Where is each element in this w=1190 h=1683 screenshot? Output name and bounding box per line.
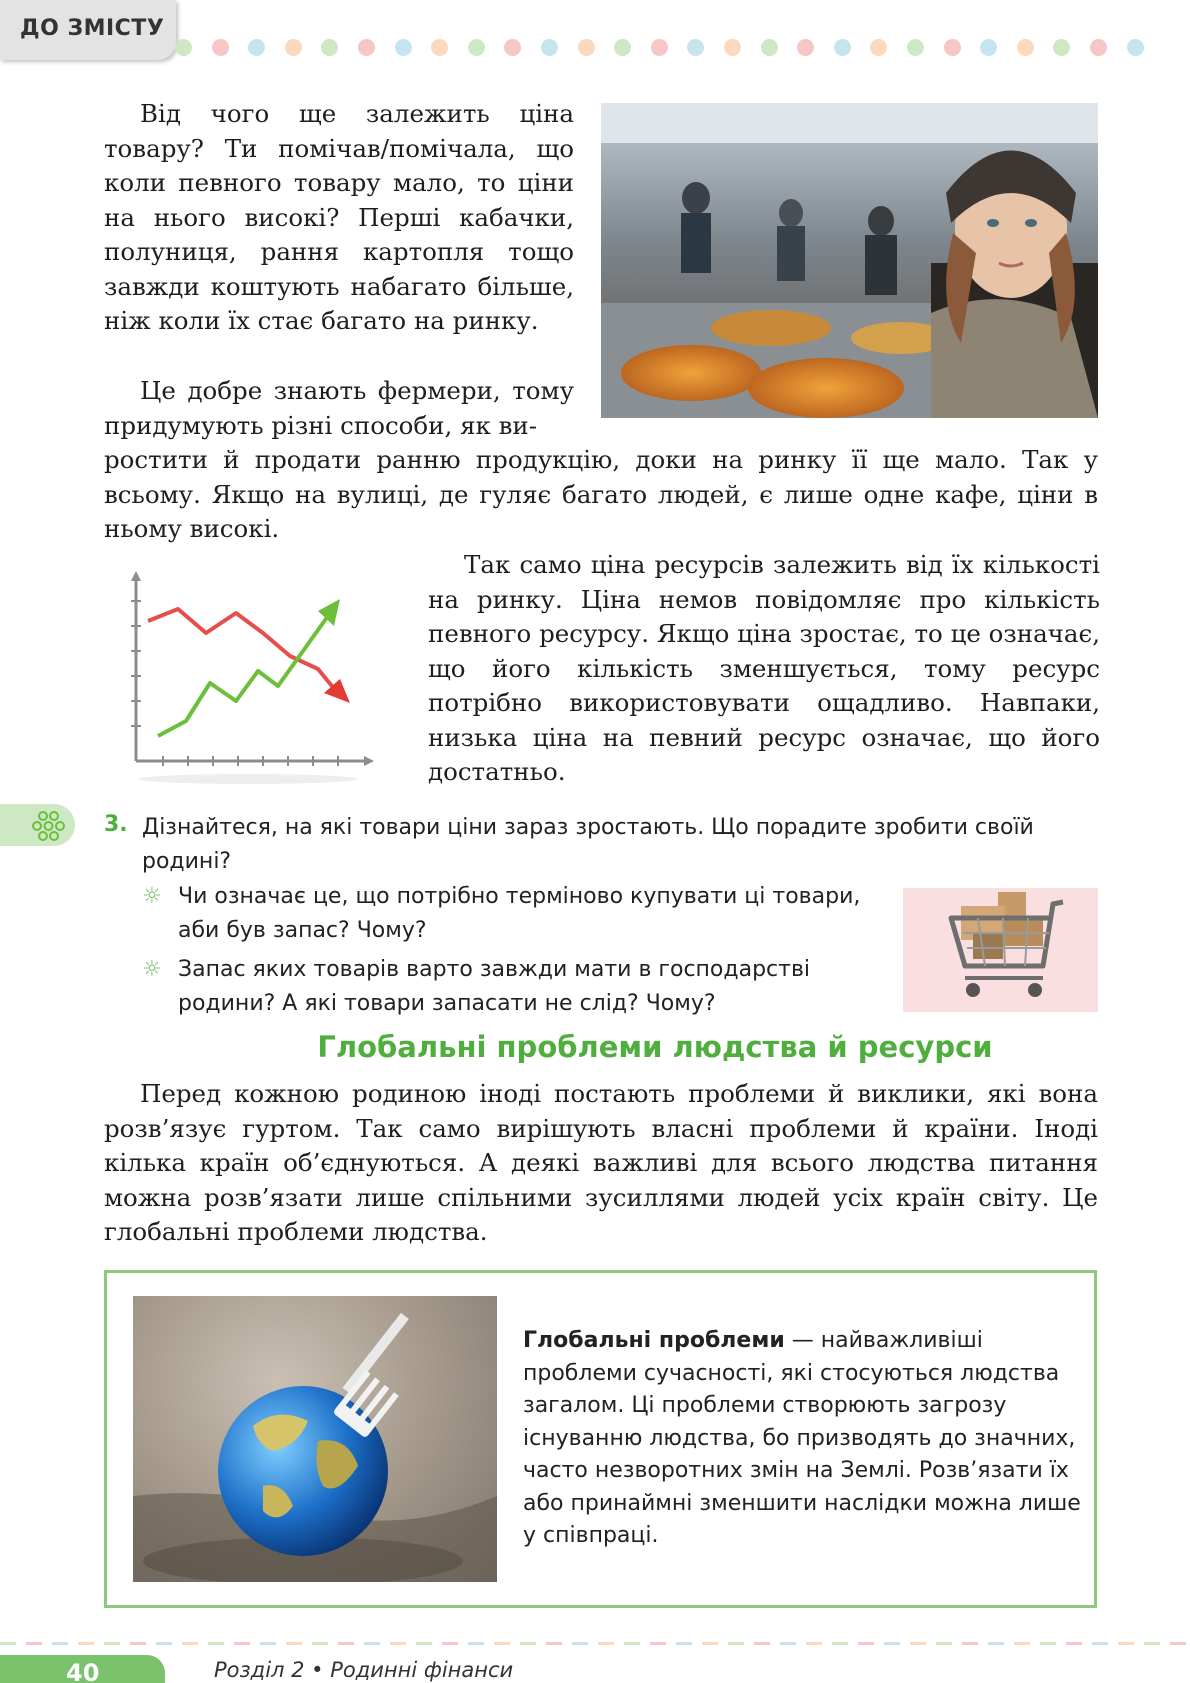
footer-dash bbox=[624, 1642, 640, 1645]
sub-question bbox=[142, 880, 882, 948]
decorative-dot bbox=[578, 39, 595, 56]
footer-dash bbox=[858, 1642, 874, 1645]
market-photo bbox=[601, 103, 1098, 418]
footer-dash bbox=[988, 1642, 1004, 1645]
decorative-dot bbox=[907, 39, 924, 56]
footer-dash bbox=[650, 1642, 666, 1645]
footer-dash bbox=[234, 1642, 250, 1645]
footer-dash bbox=[728, 1642, 744, 1645]
footer-dash bbox=[78, 1642, 94, 1645]
decorative-dot bbox=[1090, 39, 1107, 56]
decorative-dot bbox=[870, 39, 887, 56]
decorative-dot bbox=[321, 39, 338, 56]
footer-dash bbox=[598, 1642, 614, 1645]
footer-dash bbox=[130, 1642, 146, 1645]
footer-dash bbox=[832, 1642, 848, 1645]
footer-dash bbox=[572, 1642, 588, 1645]
decorative-dot bbox=[212, 39, 229, 56]
footer-dash bbox=[962, 1642, 978, 1645]
decorative-dot bbox=[541, 39, 558, 56]
price-trend-chart-icon bbox=[128, 571, 378, 786]
decorative-dot bbox=[175, 39, 192, 56]
footer-dash bbox=[546, 1642, 562, 1645]
shopping-cart-icon bbox=[903, 888, 1098, 1012]
footer-dash bbox=[1066, 1642, 1082, 1645]
footer-dash bbox=[442, 1642, 458, 1645]
footer-dash bbox=[390, 1642, 406, 1645]
footer-dash bbox=[1144, 1642, 1160, 1645]
group-icon bbox=[0, 804, 75, 846]
footer-dash bbox=[1092, 1642, 1108, 1645]
definition-term: Глобальні проблеми bbox=[523, 1328, 785, 1353]
decorative-dot bbox=[980, 39, 997, 56]
footer-dashed-line bbox=[0, 1642, 1190, 1646]
decorative-dot bbox=[468, 39, 485, 56]
footer-dash bbox=[260, 1642, 276, 1645]
question-number: 3. bbox=[104, 812, 128, 837]
footer-dash bbox=[1118, 1642, 1134, 1645]
footer-dash bbox=[936, 1642, 952, 1645]
footer-dash bbox=[52, 1642, 68, 1645]
footer-dash bbox=[520, 1642, 536, 1645]
paragraph-price-factors: Від чого ще залежить ціна товару? Ти помічав/помічала, що коли певного товару мало, то ціни на нього високі? Перші кабачки, полуниця, рання картопля тощо завжди коштують набагато більше, ніж коли їх стає багато на ринку. bbox=[104, 99, 574, 335]
footer-dash bbox=[910, 1642, 926, 1645]
footer-dash bbox=[780, 1642, 796, 1645]
sun-bullet-icon: ☼ bbox=[142, 957, 162, 982]
decorative-dot bbox=[944, 39, 961, 56]
footer-dash bbox=[364, 1642, 380, 1645]
decorative-dot bbox=[431, 39, 448, 56]
footer-dash bbox=[26, 1642, 42, 1645]
footer-dash bbox=[208, 1642, 224, 1645]
decorative-dot bbox=[797, 39, 814, 56]
paragraph-global-problems: Перед кожною родиною іноді постають проблеми й виклики, які вона розв’язує гуртом. Так само вирішують власні проблеми й країни. Іноді кілька країн об’єднуються. А деякі важливі для всього людства питання можна розв’язати лише спільними зусиллями людей усіх країн світу. Це глобальні проблеми людства. bbox=[104, 1079, 1098, 1246]
footer-dash bbox=[182, 1642, 198, 1645]
sub-question-text: Запас яких товарів варто завжди мати в господарстві родини? А які товари запасати не слід? Чому? bbox=[178, 957, 811, 1016]
section-title: Розділ 2 • Родинні фінанси bbox=[214, 1658, 514, 1682]
decorative-dot bbox=[1127, 39, 1144, 56]
globe-fork-photo bbox=[133, 1296, 497, 1582]
decorative-dot bbox=[1017, 39, 1034, 56]
group-work-tab bbox=[0, 804, 75, 846]
footer-dash bbox=[416, 1642, 432, 1645]
footer-dash bbox=[884, 1642, 900, 1645]
toc-link[interactable]: ДО ЗМІСТУ bbox=[0, 0, 176, 60]
decorative-dot bbox=[248, 39, 265, 56]
decorative-dot bbox=[285, 39, 302, 56]
sun-bullet-icon: ☼ bbox=[142, 884, 162, 909]
footer-dash bbox=[494, 1642, 510, 1645]
decorative-dot bbox=[724, 39, 741, 56]
definition-body: — найважливіші проблеми сучасності, які стосуються людства загалом. Ці проблеми створюють загрозу існуванню людства, бо призводять до значних, часто незворотних змін на Землі. Розв’язати їх або принаймні зменшити наслідки можна лише у співпраці. bbox=[523, 1328, 1081, 1548]
sub-question bbox=[142, 953, 882, 1021]
footer-dash bbox=[676, 1642, 692, 1645]
decorative-dot bbox=[651, 39, 668, 56]
decorative-dot bbox=[834, 39, 851, 56]
paragraph-resource-price: Так само ціна ресурсів залежить від їх кількості на ринку. Ціна немов повідомляє про кількість певного ресурсу. Якщо ціна зростає, то це означає, що його кількість зменшується, тому ресурс потрібно використовувати ощадливо. Навпаки, низька ціна на певний ресурс означає, що його достатньо. bbox=[428, 550, 1100, 786]
decorative-dot bbox=[395, 39, 412, 56]
question-text: Дізнайтеся, на які товари ціни зараз зростають. Що порадите зробити своїй родині? bbox=[142, 815, 1034, 874]
decorative-dot bbox=[614, 39, 631, 56]
decorative-dots bbox=[175, 39, 1190, 59]
footer-dash bbox=[286, 1642, 302, 1645]
decorative-dot bbox=[687, 39, 704, 56]
paragraph-farmers: Це добре знають фермери, тому придумують різні способи, як ви- bbox=[104, 376, 574, 440]
decorative-dot bbox=[358, 39, 375, 56]
footer-dash bbox=[104, 1642, 120, 1645]
definition-text bbox=[523, 1325, 1083, 1553]
footer-dash bbox=[1040, 1642, 1056, 1645]
footer-dash bbox=[754, 1642, 770, 1645]
footer-dash bbox=[338, 1642, 354, 1645]
shopping-cart-image bbox=[903, 888, 1098, 1012]
paragraph-farmers-cont: ростити й продати ранню продукцію, доки на ринку її ще мало. Так у всьому. Якщо на вулиці, де гуляє багато людей, є лише одне кафе, ціни в ньому високі. bbox=[104, 445, 1098, 543]
sub-question-text: Чи означає це, що потрібно терміново купувати ці товари, аби був запас? Чому? bbox=[178, 884, 861, 943]
page-number: 40 bbox=[0, 1655, 165, 1683]
decorative-dot bbox=[761, 39, 778, 56]
footer-dash bbox=[468, 1642, 484, 1645]
footer-dash bbox=[702, 1642, 718, 1645]
section-heading: Глобальні проблеми людства й ресурси bbox=[317, 1030, 993, 1064]
decorative-dot bbox=[504, 39, 521, 56]
footer-dash bbox=[1170, 1642, 1186, 1645]
footer-dash bbox=[806, 1642, 822, 1645]
decorative-dot bbox=[1053, 39, 1070, 56]
footer-dash bbox=[312, 1642, 328, 1645]
footer-dash bbox=[156, 1642, 172, 1645]
footer-dash bbox=[1014, 1642, 1030, 1645]
footer-dash bbox=[0, 1642, 16, 1645]
